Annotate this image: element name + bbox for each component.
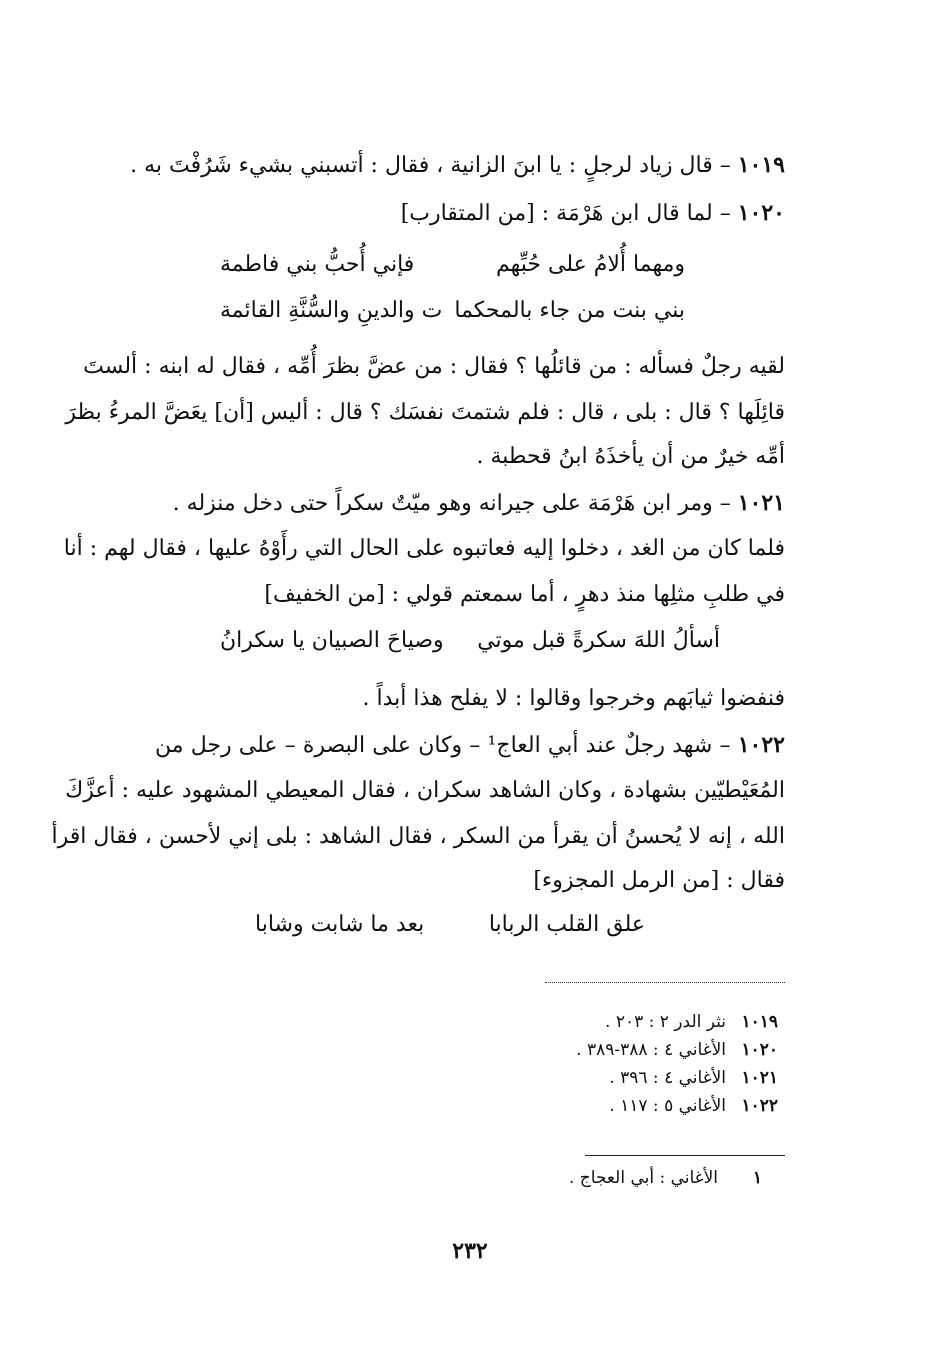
source-text: الأغاني ٤ : ٣٨٨-٣٨٩ . (576, 1040, 726, 1060)
entry-number: ١٠٢١ (737, 490, 785, 516)
footnote-number: ١ (752, 1168, 762, 1188)
footnote-text: الأغاني : أبي العجاج . (569, 1168, 718, 1188)
prose-line: الله ، إنه لا يُحسنُ أن يقرأ من السكر ، فقال الشاهد : بلى إني لأحسن ، فقال اقرأ (51, 824, 785, 849)
entry-1020-intro (155, 196, 785, 231)
entry-number: ١٠٢٠ (737, 200, 785, 226)
entry-text: – لما قال ابن هَرْمَة : [من المتقارب] (400, 201, 731, 226)
verse-hemistich: أسألُ اللهَ سكرةً قبل موتي (477, 628, 720, 653)
verse-hemistich: علق القلب الربابا (488, 912, 645, 937)
sources-divider (545, 982, 785, 983)
source-number: ١٠١٩ (741, 1012, 778, 1032)
entry-1019 (130, 148, 785, 183)
source-item (609, 1096, 778, 1116)
source-item (576, 1040, 778, 1060)
verse-hemistich: بني بنت من جاء بالمحكما (454, 298, 685, 323)
prose-line: فقال : [من الرمل المجزوء] (533, 868, 785, 893)
prose-line: فنفضوا ثيابَهم وخرجوا وقالوا : لا يفلح هذا أبداً . (362, 686, 785, 711)
prose-line: فلما كان من الغد ، دخلوا إليه فعاتبوه على الحال التي رأَوْهُ عليها ، فقال لهم : أنا (63, 536, 785, 561)
prose-line: أمِّه خيرٌ من أن يأخذَهُ ابنُ قحطبة . (476, 444, 785, 469)
source-item (605, 1012, 778, 1032)
prose-line: لقيه رجلٌ فسأله : من قائلُها ؟ فقال : من عضَّ بظرَ أُمِّه ، فقال له ابنه : ألستَ (83, 354, 785, 379)
verse-hemistich: ت والدينِ والسُّنَّةِ القائمة (220, 298, 443, 323)
entry-1022 (155, 728, 785, 763)
entry-text: – ومر ابن هَرْمَة على جيرانه وهو ميّتٌ سكراً حتى دخل منزله . (172, 491, 731, 516)
page-number: ٢٣٢ (452, 1238, 488, 1264)
source-text: نثر الدر ٢ : ٢٠٣ . (605, 1012, 726, 1032)
verse-hemistich: وصياحَ الصبيان يا سكرانُ (220, 628, 444, 653)
verse-hemistich: ومهما أُلامُ على حُبِّهم (496, 252, 685, 277)
footnote-divider (585, 1155, 785, 1156)
verse-hemistich: بعد ما شابت وشابا (255, 912, 425, 937)
source-number: ١٠٢١ (741, 1068, 778, 1088)
entry-text: – شهد رجلٌ عند أبي العاج¹ – وكان على البصرة – على رجل من (155, 733, 731, 758)
source-number: ١٠٢٢ (741, 1096, 778, 1116)
prose-line: المُعَيْطيّين بشهادة ، وكان الشاهد سكران ، فقال المعيطي المشهود عليه : أعزَّكَ (65, 778, 785, 803)
source-number: ١٠٢٠ (741, 1040, 778, 1060)
source-text: الأغاني ٤ : ٣٩٦ . (609, 1068, 726, 1088)
entry-number: ١٠٢٢ (737, 732, 785, 758)
entry-1021 (155, 486, 785, 521)
prose-line: قائِلَها ؟ قال : بلى ، قال : فلم شتمتَ نفسَك ؟ قال : أليس [أن] يعَضَّ المرءُ بظرَ (65, 400, 785, 425)
footnote (569, 1168, 762, 1188)
entry-text: – قال زياد لرجلٍ : يا ابنَ الزانية ، فقال : أتسبني بشيء شَرُفْتَ به . (130, 153, 731, 178)
entry-number: ١٠١٩ (737, 152, 785, 178)
prose-line: في طلبِ مثلِها منذ دهرٍ ، أما سمعتم قولي : [من الخفيف] (264, 582, 785, 607)
verse-hemistich: فإني أُحبُّ بني فاطمة (220, 252, 415, 277)
source-text: الأغاني ٥ : ١١٧ . (609, 1096, 726, 1116)
source-item (609, 1068, 778, 1088)
